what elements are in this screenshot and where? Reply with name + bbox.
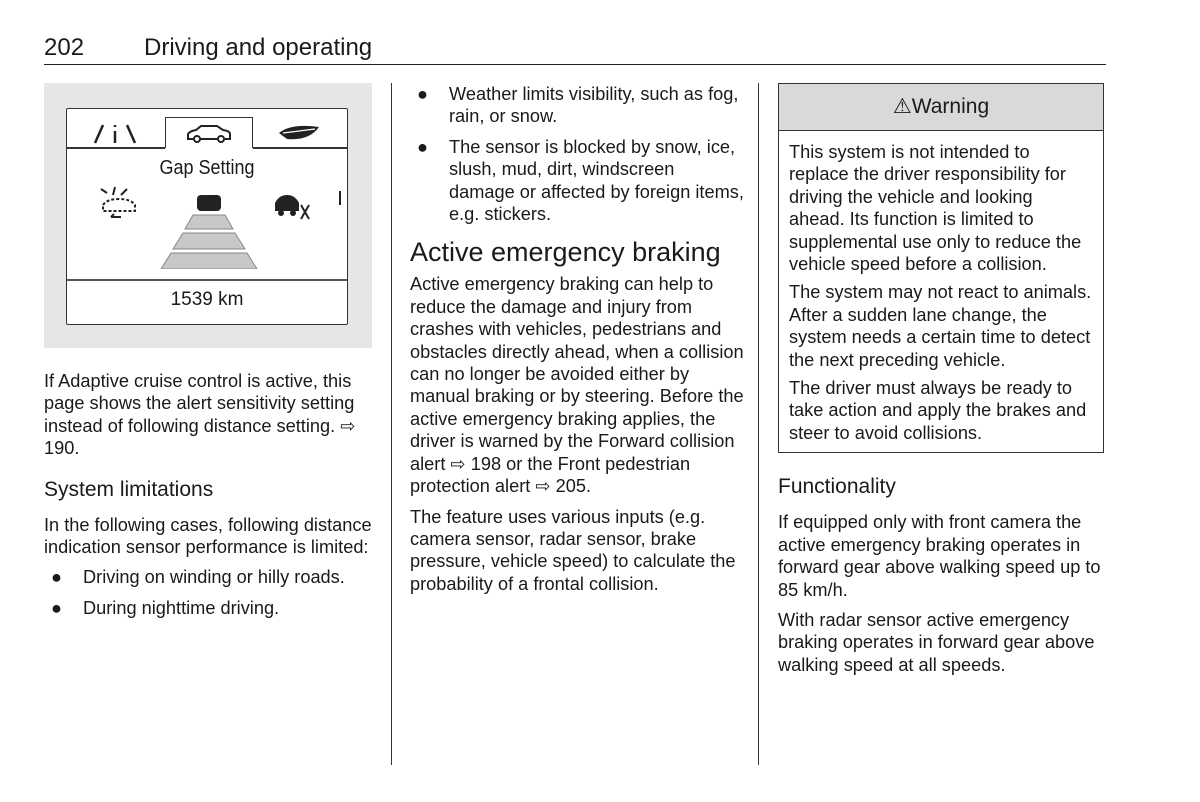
- column-divider: [758, 83, 759, 765]
- limitations-intro: In the following cases, following distance indication sensor performance is limited:: [44, 514, 372, 558]
- functionality-paragraph: With radar sensor active emergency braking operates in forward gear above walking speed at all speeds.: [778, 609, 1095, 675]
- aeb-inputs-paragraph: The feature uses various inputs (e.g. camera sensor, radar sensor, brake pressure, vehicle speed) to calculate the probability of a frontal collision.: [410, 506, 736, 594]
- display-screen: [66, 108, 348, 325]
- aeb-paragraph: Active emergency braking can help to reduce the damage and injury from crashes with vehicles, pedestrians and obstacles directly ahead, when a collision can no longer be avoided either by manual braking or by steering. Before the active emergency braking applies, the driver is warned by the Forward collision alert ⇨ 198 or the Front pedestrian protection alert ⇨ 205.: [410, 274, 744, 497]
- page-number: 202: [44, 34, 85, 61]
- collision-alert-icon: [97, 185, 141, 221]
- column-middle: [410, 83, 745, 603]
- column-right: [778, 83, 1106, 684]
- warning-body: [779, 131, 1103, 452]
- tab-underline: [253, 147, 347, 149]
- warning-paragraph: This system is not intended to replace the driver responsibility for driving the vehicle and looking ahead. Its function is limited to supplemental use only to reduce the vehicle speed before a collision.: [789, 142, 1082, 275]
- limitations-list-continued: [410, 83, 745, 225]
- page-header: [44, 34, 1106, 65]
- warning-title: ⚠Warning: [779, 84, 1103, 131]
- system-limitations-heading: System limitations: [44, 477, 214, 501]
- odometer-readout: 1539 km: [170, 289, 244, 310]
- column-divider: [391, 83, 392, 765]
- functionality-paragraph: If equipped only with front camera the active emergency braking operates in forward gear above walking speed up to 85 km/h.: [778, 512, 1101, 600]
- warning-paragraph: The driver must always be ready to take action and apply the brakes and steer to avoid collisions.: [789, 378, 1087, 443]
- tab-selected: [165, 117, 253, 148]
- scroll-indicator: [339, 191, 341, 205]
- gap-setting-label: Gap Setting: [159, 157, 255, 179]
- section-title: Driving and operating: [144, 34, 373, 61]
- warning-paragraph: The system may not react to animals. After a sudden lane change, the system needs a certain time to detect the next preceding vehicle.: [789, 282, 1092, 370]
- list-item: ● Weather limits visibility, such as fog, rain, or snow.: [417, 84, 739, 127]
- functionality-heading: Functionality: [778, 475, 896, 499]
- intro-paragraph: If Adaptive cruise control is active, this page shows the alert sensitivity setting instead of following distance setting. ⇨ 190.: [44, 371, 356, 459]
- lane-warning-icon: [91, 121, 139, 145]
- active-emergency-braking-heading: Active emergency braking: [410, 237, 721, 268]
- column-left: [44, 83, 374, 627]
- list-item: ● Driving on winding or hilly roads.: [51, 567, 345, 588]
- list-item: ● The sensor is blocked by snow, ice, slush, mud, dirt, windscreen damage or affected by foreign items, e.g. stickers.: [417, 136, 744, 225]
- leaf-icon: [277, 123, 321, 143]
- warning-box: [778, 83, 1104, 453]
- display-divider: [67, 279, 347, 281]
- display-tabs: [67, 117, 347, 147]
- list-item: ● During nighttime driving.: [51, 597, 280, 618]
- gap-distance-icon: [147, 195, 271, 269]
- limitations-list: [44, 566, 374, 619]
- display-figure: [44, 83, 372, 348]
- tab-underline: [67, 147, 165, 149]
- car-icon: [184, 123, 234, 145]
- traffic-sign-icon: [271, 189, 313, 223]
